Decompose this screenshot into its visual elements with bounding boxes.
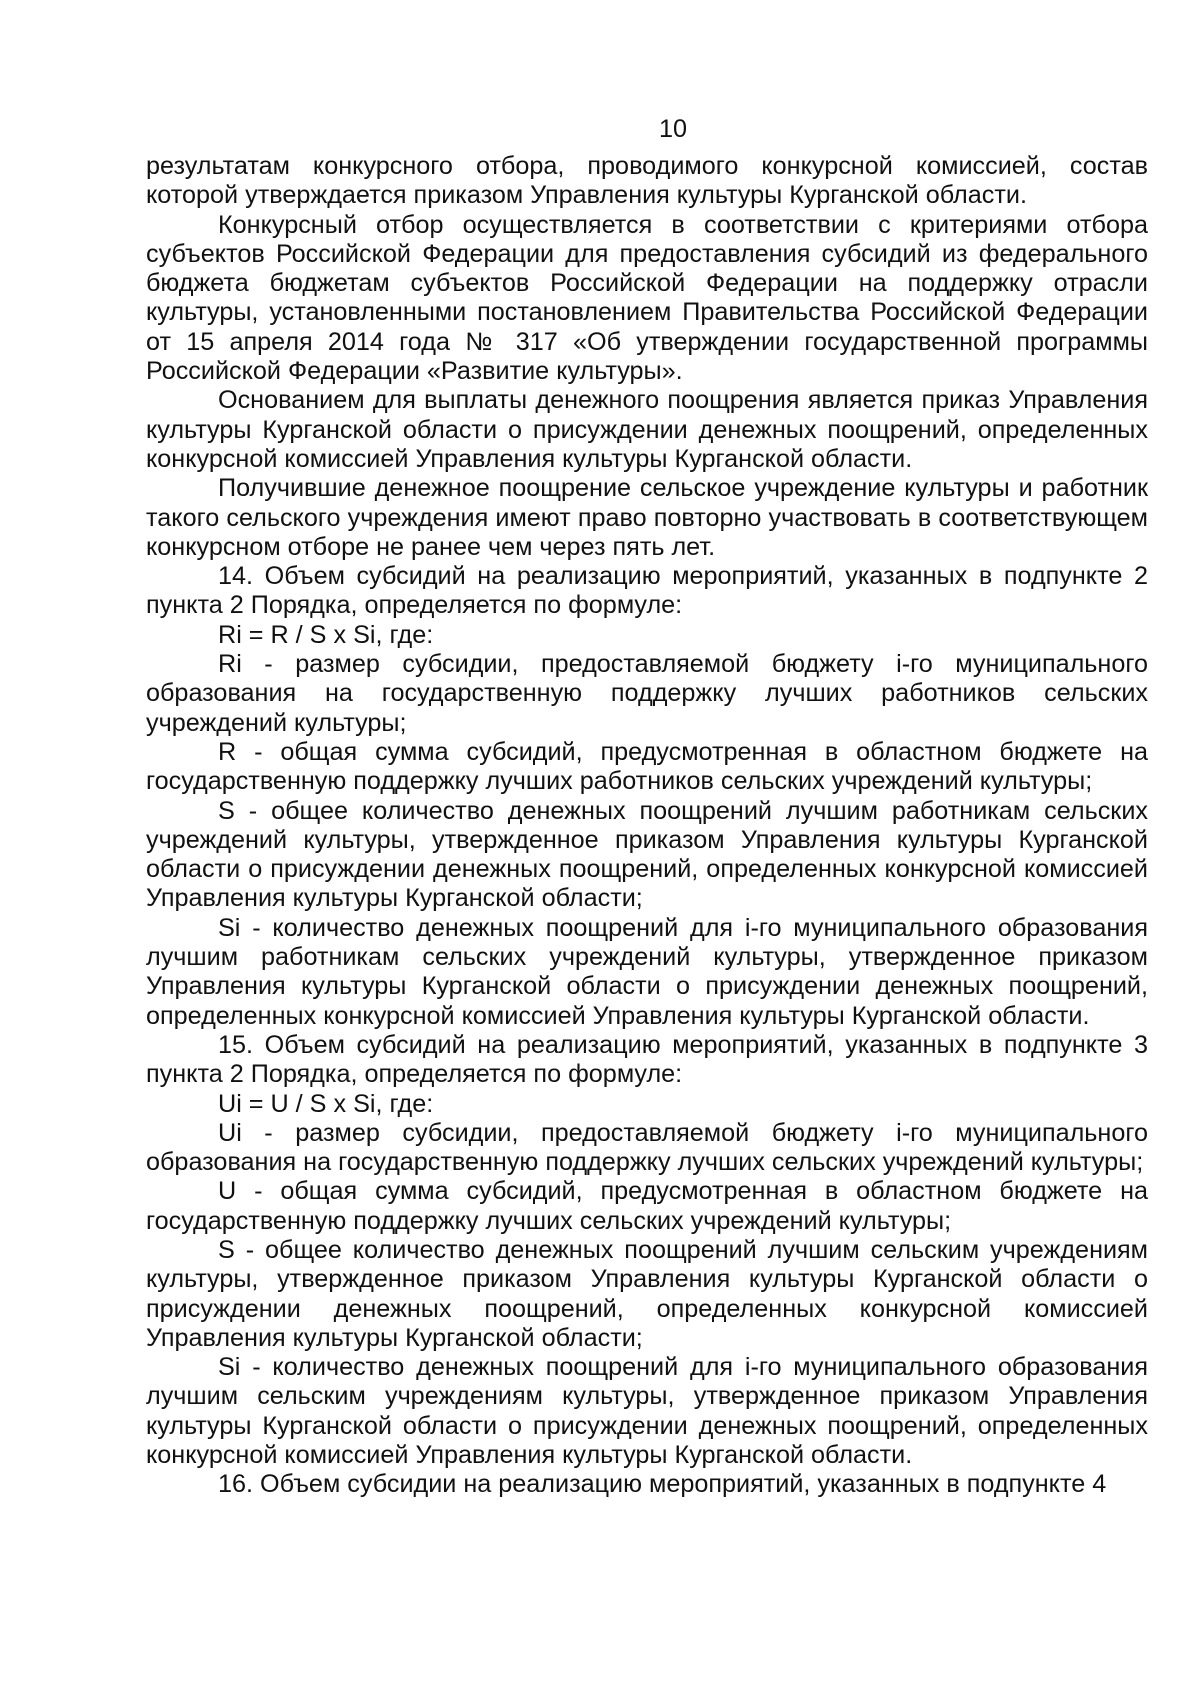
paragraph-payment-basis: Основанием для выплаты денежного поощрения является приказ Управления культуры Курганской области о присуждении денежных поощрений, определенных конкурсной комиссией Управления культуры Курганской области. [146,386,1148,473]
paragraph-competitive-selection: Конкурсный отбор осуществляется в соответствии с критериями отбора субъектов Российской Федерации для предоставления субсидий из федерального бюджета бюджетам субъектов Российской Федерации на поддержку отрасли культуры, установленными постановлением Правительства Российской Федерации от 15 апреля 2014 года № 317 «Об утверждении государственной программы Российской Федерации «Развитие культуры». [146,210,1148,386]
document-body [146,152,1148,1500]
paragraph-continuation: результатам конкурсного отбора, проводимого конкурсной комиссией, состав которой утверждается приказом Управления культуры Курганской области. [146,152,1148,210]
clause-14: 14. Объем субсидий на реализацию мероприятий, указанных в подпункте 2 пункта 2 Порядка, определяется по формуле: [146,562,1148,620]
definition-ui: Ui - размер субсидии, предоставляемой бюджету i-го муниципального образования на государственную поддержку лучших сельских учреждений культуры; [146,1118,1148,1177]
clause-16: 16. Объем субсидии на реализацию мероприятий, указанных в подпункте 4 [218,1470,1107,1499]
definition-si-workers: Si - количество денежных поощрений для i-го муниципального образования лучшим работникам сельских учреждений культуры, утвержденное приказом Управления культуры Курганской области о присуждении денежных поощрений, определенных конкурсной комиссией Управления культуры Курганской области. [146,913,1148,1030]
definition-u: U - общая сумма субсидий, предусмотренная в областном бюджете на государственную поддержку лучших сельских учреждений культуры; [146,1177,1148,1235]
formula-ui: Ui = U / S x Si, где: [218,1089,434,1118]
definition-ri: Ri - размер субсидии, предоставляемой бюджету i-го муниципального образования на государственную поддержку лучших работников сельских учреждений культуры; [146,650,1148,737]
clause-15: 15. Объем субсидий на реализацию мероприятий, указанных в подпункте 3 пункта 2 Порядка, определяется по формуле: [146,1030,1148,1089]
paragraph-repeat-participation: Получившие денежное поощрение сельское учреждение культуры и работник такого сельского учреждения имеют право повторно участвовать в соответствующем конкурсном отборе не ранее чем через пять лет. [146,474,1148,561]
definition-r: R - общая сумма субсидий, предусмотренная в областном бюджете на государственную поддержку лучших работников сельских учреждений культуры; [146,737,1148,796]
definition-s-institutions: S - общее количество денежных поощрений лучшим сельским учреждениям культуры, утвержденное приказом Управления культуры Курганской области о присуждении денежных поощрений, определенных конкурсной комиссией Управления культуры Курганской области; [146,1235,1148,1352]
definition-si-institutions: Si - количество денежных поощрений для i-го муниципального образования лучшим сельским учреждениям культуры, утвержденное приказом Управления культуры Курганской области о присуждении денежных поощрений, определенных конкурсной комиссией Управления культуры Курганской области. [146,1353,1148,1470]
page-number: 10 [658,115,688,143]
definition-s-workers: S - общее количество денежных поощрений лучшим работникам сельских учреждений культуры, утвержденное приказом Управления культуры Курганской области о присуждении денежных поощрений, определенных конкурсной комиссией Управления культуры Курганской области; [146,796,1148,913]
formula-ri: Ri = R / S x Si, где: [218,620,434,649]
